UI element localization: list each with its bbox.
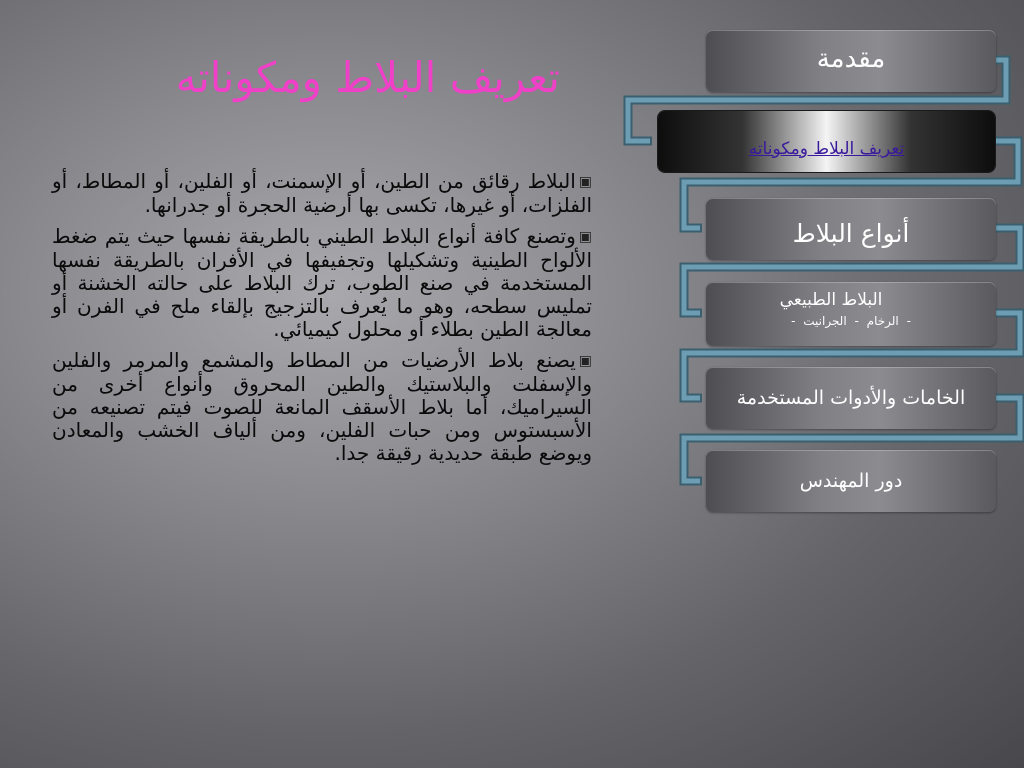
bullet-square-icon: ▣ (578, 353, 592, 369)
nav-sublabel: - الرخام - الجرانيت - (791, 314, 911, 328)
nav-label: دور المهندس (799, 470, 903, 492)
slide-title: تعريف البلاط ومكوناته (175, 53, 560, 102)
nav-label: البلاط الطبيعي (779, 290, 883, 310)
nav-natural-tiles-button[interactable] (706, 282, 996, 346)
nav-intro-button[interactable] (706, 30, 996, 92)
paragraph-text: وتصنع كافة أنواع البلاط الطيني بالطريقة نفسها حيث يتم ضغط الألواح الطينية وتشكيلها وتجفيفها في الأفران بالطريقة نفسها المستخدمة في صنع الطوب، ترك البلاط على حالته الخشنة أو تمليس سطحه، وهو ما يُعرف بالتزجيج بإلقاء ملح في الفرن أو معالجة الطين بطلاء أو محلول كيميائي. (52, 224, 592, 341)
nav-label: تعريف البلاط ومكوناته (748, 139, 905, 159)
nav-label: أنواع البلاط (792, 219, 910, 248)
nav-label: الخامات والأدوات المستخدمة (736, 387, 966, 409)
nav-types-button[interactable] (706, 198, 996, 260)
bullet-square-icon: ▣ (578, 229, 592, 245)
paragraph-text: يصنع بلاط الأرضيات من المطاط والمشمع والمرمر والفلين والإسفلت والبلاستيك والطين المحروق وأنواع أخرى من السيراميك، أما بلاط الأسقف المانعة للصوت فيتم تصنيعه من الأسبستوس ومن حبات الفلين، ومن ألياف الخشب والمعادن ويوضع طبقة حديدية رقيقة جدا. (52, 348, 592, 465)
nav-engineer-role-button[interactable] (706, 450, 996, 512)
bullet-square-icon: ▣ (578, 174, 592, 190)
nav-materials-button[interactable] (706, 367, 996, 429)
paragraph-text: البلاط رقائق من الطين، أو الإسمنت، أو الفلين، أو المطاط، أو الفلزات، أو غيرها، تكسى بها أرضية الحجرة أو جدرانها. (52, 169, 592, 217)
nav-label: مقدمة (816, 44, 886, 74)
nav-definition-button[interactable] (658, 111, 995, 172)
